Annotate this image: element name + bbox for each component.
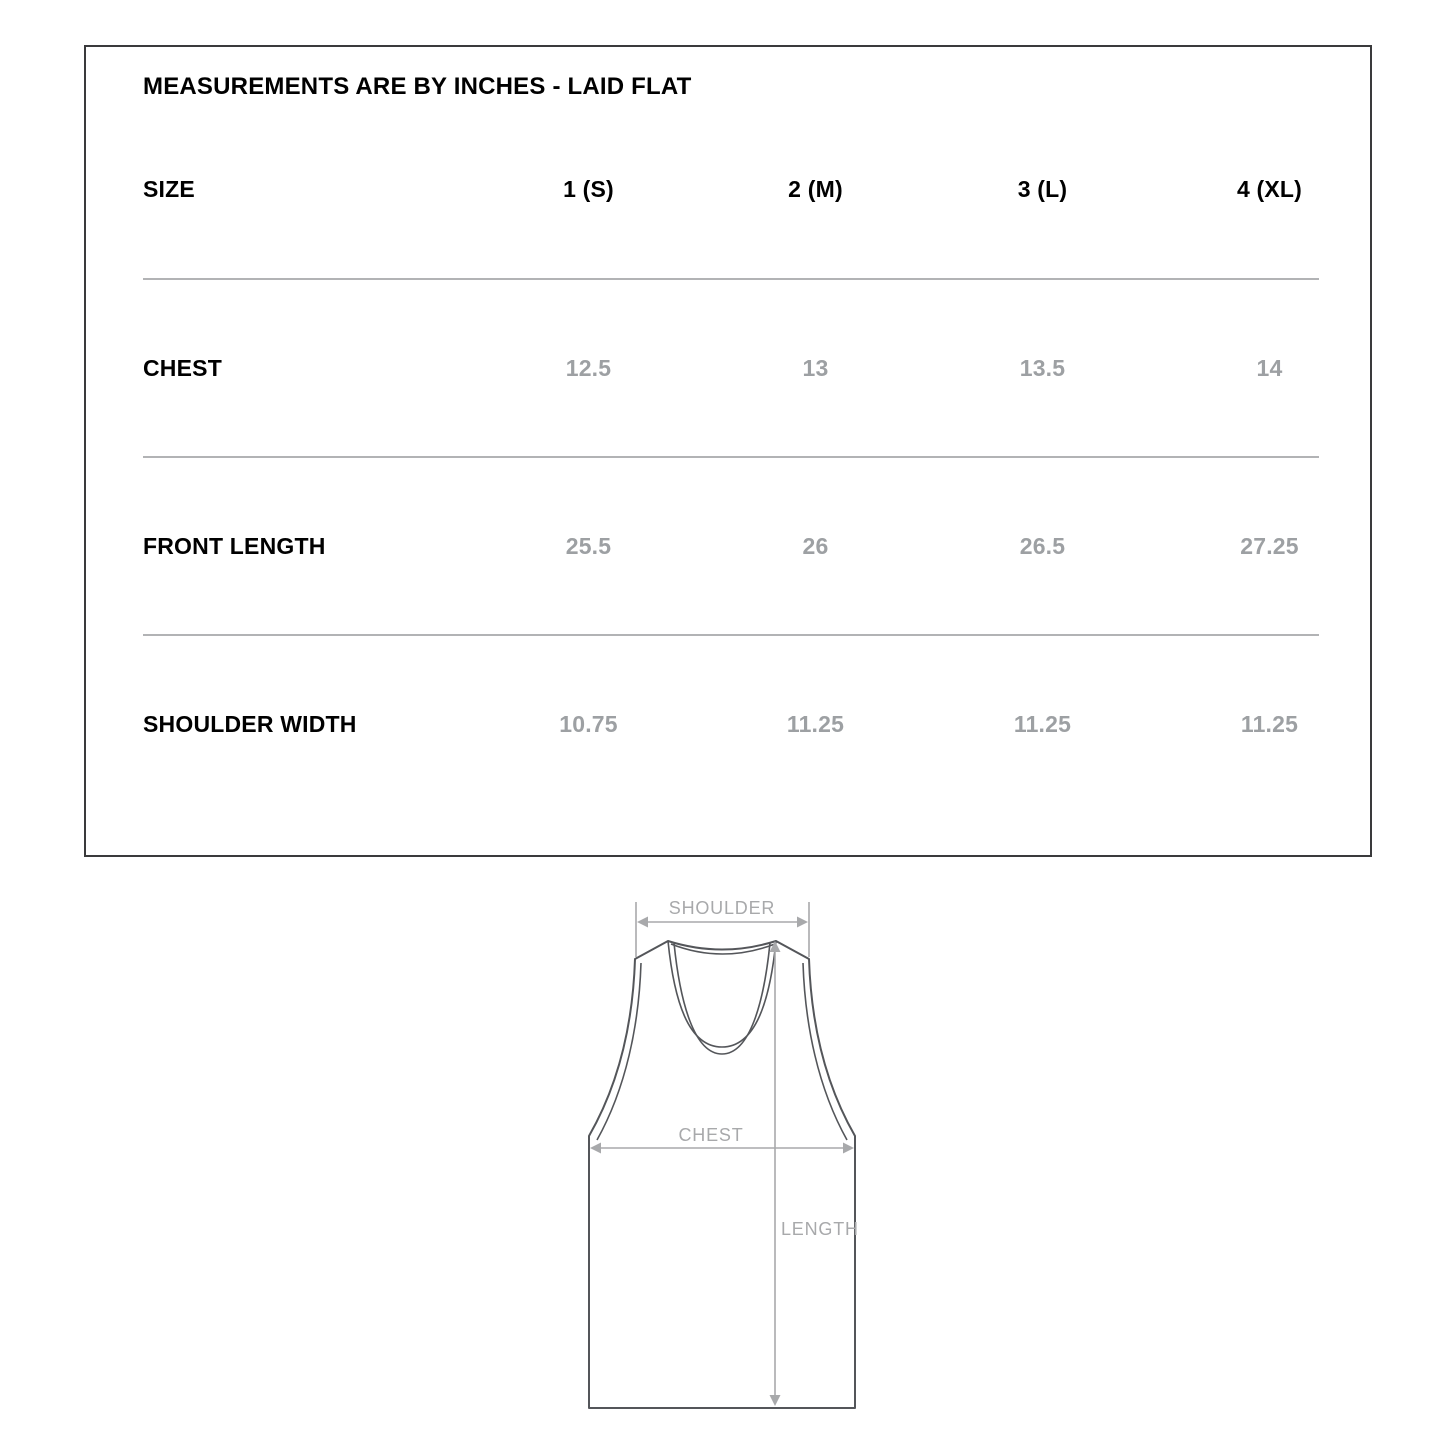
tank-top-measurement-diagram: [540, 880, 910, 1445]
size-column-header: SIZE: [143, 176, 195, 202]
table-row-front-length: [143, 458, 1370, 634]
chest-value-s: 12.5: [565, 354, 612, 381]
row-label-front-length: FRONT LENGTH: [143, 532, 326, 559]
measurement-table-box: [84, 45, 1372, 857]
arrowhead-left: [637, 917, 648, 928]
table-row-chest: [143, 280, 1370, 456]
table-row-shoulder-width: [143, 636, 1370, 813]
chest-value-xl: 14: [1256, 354, 1283, 381]
shoulder-width-value-l: 11.25: [1013, 711, 1072, 737]
tank-top-outline: [589, 941, 855, 1408]
row-label-shoulder-width: SHOULDER WIDTH: [143, 711, 357, 737]
table-title: MEASUREMENTS ARE BY INCHES - LAID FLAT: [143, 73, 692, 100]
length-label: LENGTH: [781, 1219, 859, 1239]
chest-label: CHEST: [678, 1125, 744, 1145]
shoulder-width-value-m: 11.25: [786, 711, 845, 737]
row-label-chest: CHEST: [143, 354, 222, 381]
column-header-xl: 4 (XL): [1236, 176, 1303, 202]
front-length-value-s: 25.5: [565, 532, 612, 559]
column-header-l: 3 (L): [1017, 176, 1068, 202]
arrowhead-right: [797, 917, 808, 928]
shoulder-width-value-s: 10.75: [559, 711, 618, 737]
chest-value-m: 13: [802, 354, 829, 381]
front-length-value-m: 26: [802, 532, 829, 559]
shoulder-label: SHOULDER: [668, 898, 776, 918]
front-length-value-l: 26.5: [1019, 532, 1066, 559]
column-header-s: 1 (S): [563, 176, 614, 202]
front-length-value-xl: 27.25: [1240, 532, 1299, 559]
table-header-row: [143, 101, 1370, 278]
chest-value-l: 13.5: [1019, 354, 1066, 381]
shoulder-width-value-xl: 11.25: [1240, 711, 1299, 737]
column-header-m: 2 (M): [788, 176, 843, 202]
